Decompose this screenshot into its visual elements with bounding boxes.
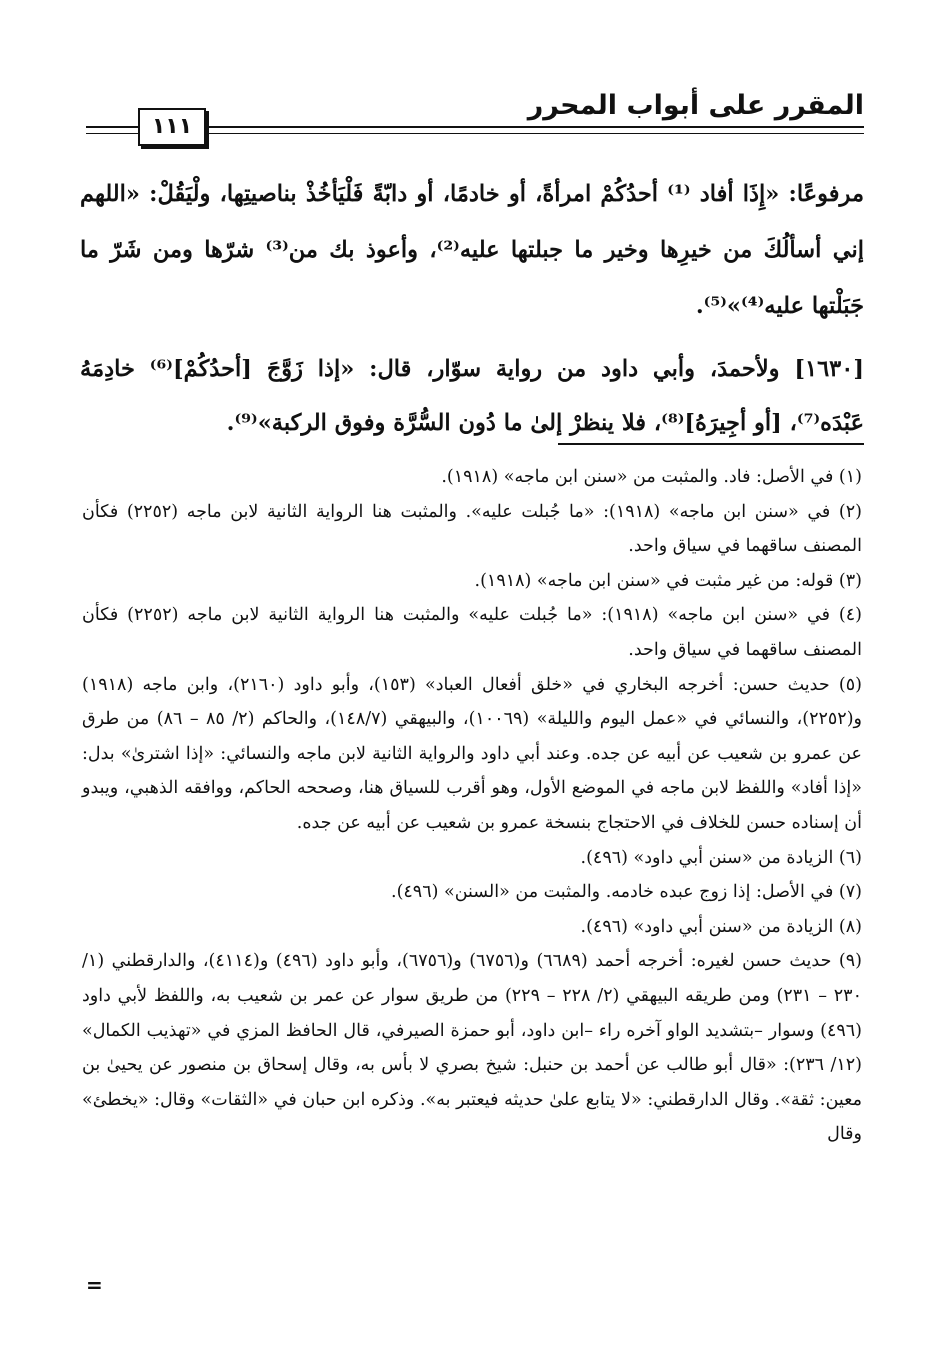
footnote-8: (٨) الزيادة من «سنن أبي داود» (٤٩٦). bbox=[580, 916, 862, 937]
footnote-9: (٩) حديث حسن لغيره: أخرجه أحمد (٦٦٨٩) و(٦٧٥٦) و(٦٧٥٦)، وأبو داود (٤٩٦) و(٤١١٤)، والدارقطني (١/ ٢٣٠ – ٢٣١) ومن طريقه البيهقي (٢/ ٢٢٨ – ٢٢٩) من طريق سوار عن عمر بن شعيب به، واللفظ لأبي داود (٤٩٦) وسوار –بتشديد الواو آخره راء –ابن داود، أبو حمزة الصيرفي، قال الحافظ المزي في «تهذيب الكمال» (١٢/ ٢٣٦): «قال أبو طالب عن أحمد بن حنبل: شيخ بصري لا بأس به، وقال إسحاق بن منصور عن يحيىٰ بن معين: ثقة». وقال الدارقطني: «لا يتابع علىٰ حديثه فيعتبر به». وذكره ابن حبان في «الثقات» وقال: «يخطئ» وقال bbox=[82, 951, 862, 1145]
footnote-7: (٧) في الأصل: إذا زوج عبده خادمه. والمثبت من «السنن» (٤٩٦). bbox=[391, 882, 862, 903]
page-number: ١١١ bbox=[138, 108, 206, 146]
footnote-1: (١) في الأصل: فاد. والمثبت من «سنن ابن ماجه» (١٩١٨). bbox=[441, 467, 862, 487]
footnote-4: (٤) في «سنن ابن ماجه» (١٩١٨): «ما جُبلت عليه» والمثبت هنا الرواية الثانية لابن ماجه (٢٢٥٢) فكأن المصنف ساقهما في سياق واحد. bbox=[82, 605, 862, 660]
page-header bbox=[86, 88, 864, 148]
main-paragraph-1: مرفوعًا: «إِذَا أفاد ⁽¹⁾ أحدُكُمْ امرأةً، أو خادمًا، أو دابّةً فَلْيَأخُذْ بناصيتِها، ولْيَقُلْ: «اللهم إني أسألُكَ من خيرِها وخير ما جبلتها عليه⁽²⁾، وأعوذ بك من⁽³⁾ شرّها ومن شَرّ ما جَبَلْتها عليه⁽⁴⁾»⁽⁵⁾. bbox=[80, 181, 864, 319]
footnote-3: (٣) قوله: من غير مثبت في «سنن ابن ماجه» (١٩١٨). bbox=[474, 570, 862, 591]
running-title: المقرر على أبواب المحرر bbox=[527, 90, 864, 121]
hadith-paragraph bbox=[80, 342, 864, 450]
footnotes bbox=[82, 460, 862, 1152]
continuation-mark: = bbox=[86, 1273, 103, 1297]
hadith-text: ولأحمدَ، وأبي داود من رواية سوّار، قال: «إذا زَوَّجَ [أحدُكُمْ]⁽⁶⁾ خادِمَهُ عَبْدَه⁽⁷⁾، [أو أجِيرَهُ]⁽⁸⁾، فلا ينظرْ إلىٰ ما دُون السُّرَّة وفوق الركبة»⁽⁹⁾. bbox=[80, 356, 864, 436]
footnote-6: (٦) الزيادة من «سنن أبي داود» (٤٩٦). bbox=[580, 847, 862, 868]
footnote-separator bbox=[558, 443, 864, 445]
footnote-2: (٢) في «سنن ابن ماجه» (١٩١٨): «ما جُبلت عليه». والمثبت هنا الرواية الثانية لابن ماجه (٢٢٥٢) فكأن المصنف ساقهما في سياق واحد. bbox=[82, 501, 862, 557]
footnote-5: (٥) حديث حسن: أخرجه البخاري في «خلق أفعال العباد» (١٥٣)، وأبو داود (٢١٦٠)، وابن ماجه (١٩١٨) و(٢٢٥٢)، والنسائي في «عمل اليوم والليلة» (١٠٠٦٩)، والبيهقي (١٤٨/٧)، والحاكم (٢/ ٨٥ – ٨٦) من طرق عن عمرو بن شعيب عن أبيه عن جده. وعند أبي داود والرواية الثانية لابن ماجه والنسائي: «إذا اشترىٰ» بدل: «إذا أفاد» واللفظ لابن ماجه في الموضع الأول، وهو أقرب للسياق هنا، وصححه الحاكم، ووافقه الذهبي، ويبدو أن إسناده حسن للخلاف في الاحتجاج بنسخة عمرو بن شعيب عن أبيه عن جده. bbox=[82, 674, 862, 833]
main-text bbox=[80, 166, 864, 450]
hadith-number: [١٦٣٠] bbox=[794, 356, 864, 382]
